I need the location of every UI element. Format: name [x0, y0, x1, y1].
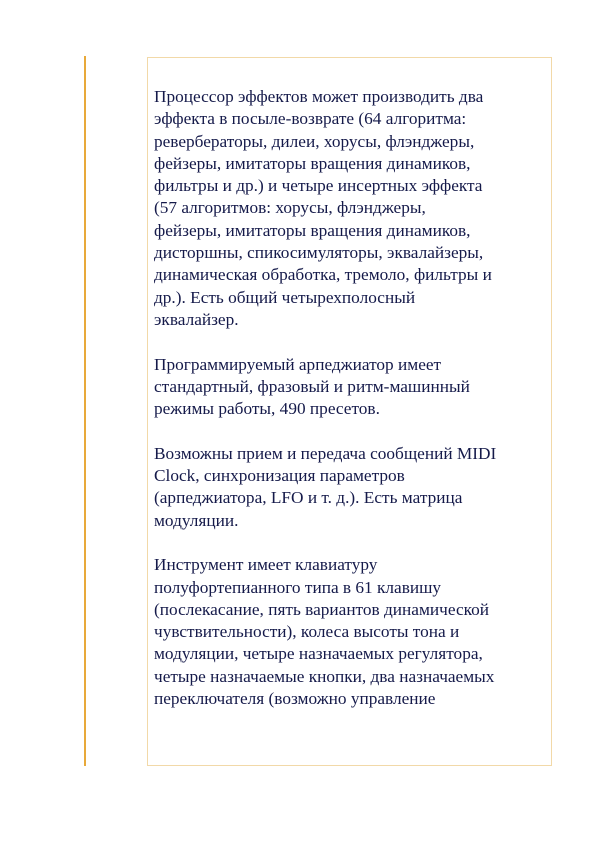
- paragraph-midi-clock: Возможны прием и передача сообщений MIDI Clock, синхронизация параметров (арпеджиатора, LFO и т. д.). Есть матрица модуляции.: [154, 443, 497, 530]
- paragraph-arpeggiator: Программируемый арпеджиатор имеет стандартный, фразовый и ритм-машинный режимы работы, 490 пресетов.: [154, 354, 470, 419]
- paragraph-keyboard: Инструмент имеет клавиатуру полуфортепианного типа в 61 клавишу (послекасание, пять вариантов динамической чувствительности), колеса высоты тона и модуляции, четыре назначаемых регулятора, четыре назначаемые кнопки, два назначаемых переключателя (возможно управление: [154, 555, 495, 709]
- paragraph-effects-processor: Процессор эффектов может производить два эффекта в посыле-возврате (64 алгоритма: ревербераторы, дилеи, хорусы, флэнджеры, фейзеры, имитаторы вращения динамиков, фильтры и др.) и четыре инсертных эффекта (57 алгоритмов: хорусы, флэнджеры, фейзеры, имитаторы вращения динамиков, дисторшны, спикосимуляторы, эквалайзеры, динамическая обработка, тремоло, фильтры и др.). Есть общий четырехполосный эквалайзер.: [154, 87, 492, 329]
- text-frame: [147, 57, 552, 766]
- text-body: [154, 86, 549, 733]
- margin-rule: [84, 56, 86, 766]
